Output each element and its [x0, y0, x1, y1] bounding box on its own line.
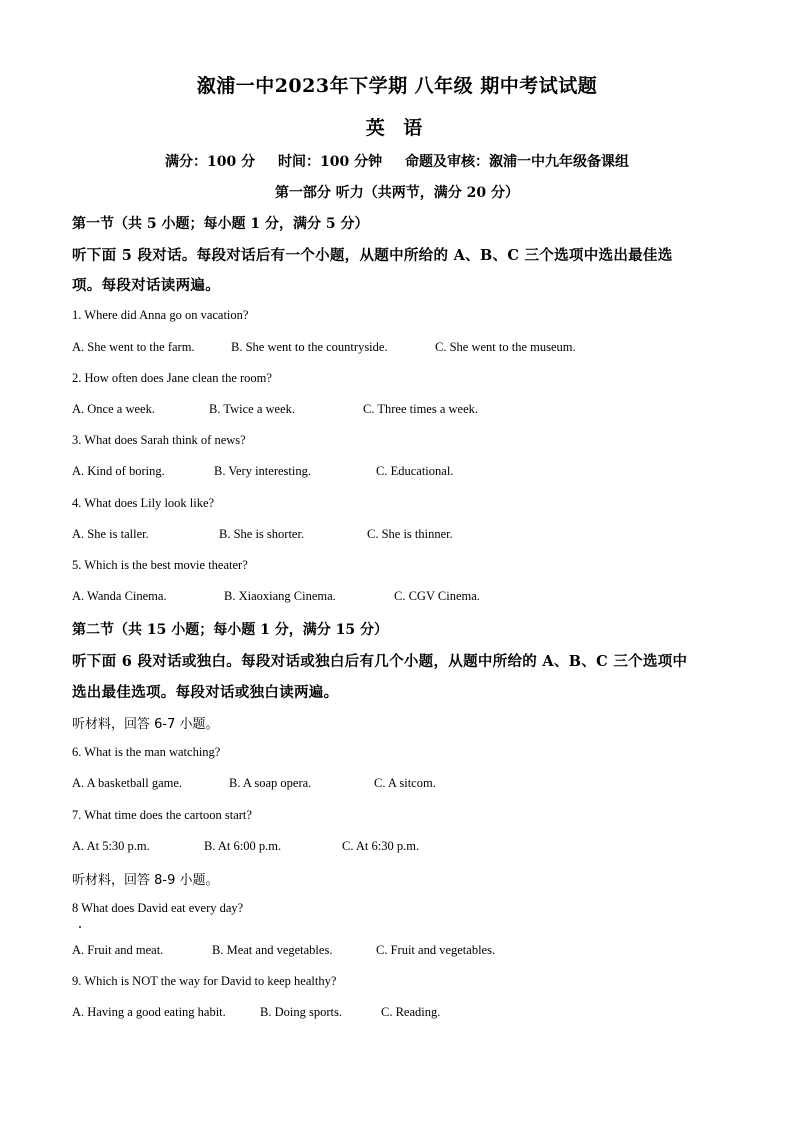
option-a: A. Fruit and meat.: [72, 943, 164, 957]
listening-note-6-7: 听材料，回答 6-7 小题。: [72, 717, 219, 732]
question-1: 1. Where did Anna go on vacation?: [72, 308, 249, 322]
listening-note-8-9: 听材料，回答 8-9 小题。: [72, 873, 219, 888]
option-a: A. Having a good eating habit.: [72, 1005, 226, 1019]
question-3: 3. What does Sarah think of news?: [72, 433, 246, 447]
option-c: C. Three times a week.: [363, 402, 479, 416]
section1-instruction-line1: 听下面 5 段对话。每段对话后有一个小题，从题中所给的 A、B、C 三个选项中选出最佳选: [72, 247, 673, 264]
option-a: A. At 5:30 p.m.: [72, 839, 150, 853]
option-b: B. Doing sports.: [260, 1005, 342, 1019]
option-b: B. She went to the countryside.: [231, 340, 388, 354]
exam-author: 命题及审核：溆浦一中九年级备课组: [404, 154, 629, 170]
option-b: B. She is shorter.: [219, 527, 305, 541]
question-8: 8 What does David eat every day?: [72, 901, 244, 915]
subject-title: 英 语: [365, 117, 429, 139]
option-a: A. She is taller.: [72, 527, 149, 541]
option-a: A. She went to the farm.: [72, 340, 195, 354]
section2-instruction-line1: 听下面 6 段对话或独白。每段对话或独白后有几个小题，从题中所给的 A、B、C 三个选项中: [72, 653, 688, 670]
question-5: 5. Which is the best movie theater?: [72, 558, 248, 572]
section1-heading: 第一节（共 5 小题；每小题 1 分，满分 5 分）: [72, 216, 369, 232]
section1-instruction-line2: 项。每段对话读两遍。: [72, 277, 220, 294]
option-b: B. Twice a week.: [209, 402, 296, 416]
section2-heading: 第二节（共 15 小题；每小题 1 分，满分 15 分）: [72, 622, 388, 638]
option-c: C. A sitcom.: [374, 776, 436, 790]
option-c: C. She is thinner.: [367, 527, 453, 541]
option-a: A. Once a week.: [72, 402, 155, 416]
section2-instruction-line2: 选出最佳选项。每段对话或独白读两遍。: [72, 684, 339, 701]
full-score: 满分：100 分: [165, 154, 256, 170]
question-7: 7. What time does the cartoon start?: [72, 808, 252, 822]
exam-meta: [0, 151, 794, 171]
option-b: B. A soap opera.: [229, 776, 312, 790]
question-9: 9. Which is NOT the way for David to keep healthy?: [72, 974, 337, 988]
option-a: A. A basketball game.: [72, 776, 183, 790]
option-c: C. CGV Cinema.: [394, 589, 480, 603]
option-b: B. Meat and vegetables.: [212, 943, 333, 957]
exam-title: 溆浦一中2023年下学期 八年级 期中考试试题: [196, 75, 598, 97]
question-2: 2. How often does Jane clean the room?: [72, 371, 272, 385]
option-a: A. Kind of boring.: [72, 464, 165, 478]
exam-time: 时间：100 分钟: [278, 154, 383, 170]
part-title: 第一部分 听力（共两节，满分 20 分）: [274, 185, 520, 201]
option-c: C. Reading.: [381, 1005, 441, 1019]
option-a: A. Wanda Cinema.: [72, 589, 167, 603]
option-b: B. Xiaoxiang Cinema.: [224, 589, 336, 603]
stray-mark: [79, 926, 81, 928]
option-c: C. She went to the museum.: [435, 340, 576, 354]
option-b: B. At 6:00 p.m.: [204, 839, 282, 853]
question-4: 4. What does Lily look like?: [72, 496, 215, 510]
option-c: C. Fruit and vegetables.: [376, 943, 496, 957]
option-c: C. Educational.: [376, 464, 454, 478]
option-c: C. At 6:30 p.m.: [342, 839, 420, 853]
option-b: B. Very interesting.: [214, 464, 311, 478]
question-6: 6. What is the man watching?: [72, 745, 221, 759]
